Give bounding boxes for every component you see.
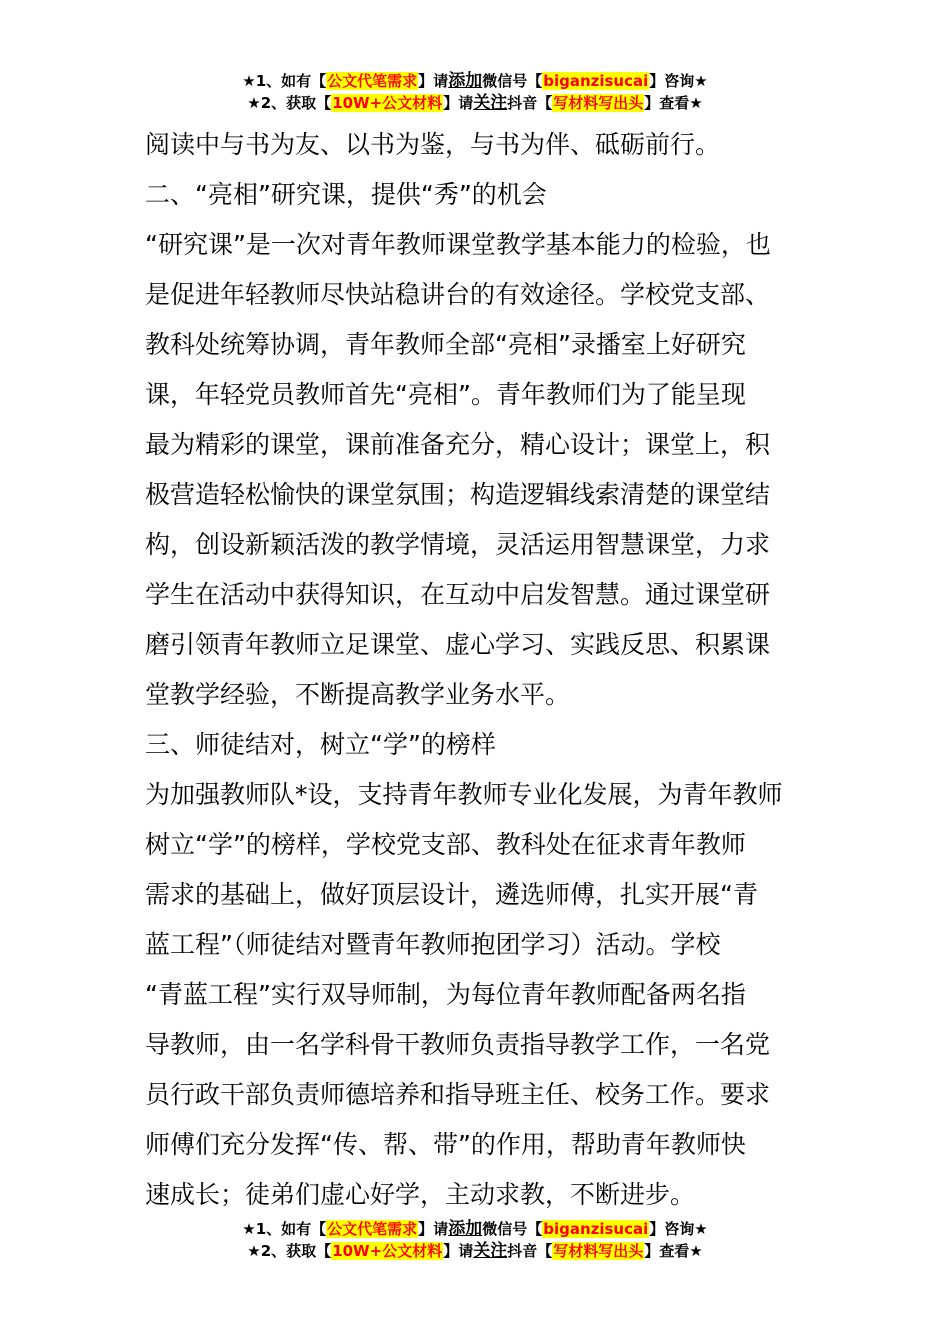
body-line: 构，创设新颖活泼的教学情境，灵活运用智慧课堂，力求	[145, 530, 771, 559]
banner-text: 微信号【	[482, 1220, 543, 1238]
body-line: 速成长；徒弟们虚心好学，主动求教，不断进步。	[145, 1180, 696, 1209]
banner-line-2	[0, 1240, 950, 1262]
banner-highlight: 写材料写出头	[553, 94, 644, 112]
banner-text: 】请	[418, 72, 449, 90]
banner-text: 】请	[418, 1220, 449, 1238]
body-line: 师傅们充分发挥“传、帮、带”的作用，帮助青年教师快	[145, 1130, 746, 1159]
document-body	[145, 120, 810, 1220]
body-line: 需求的基础上，做好顶层设计，遴选师傅，扎实开展“青	[145, 880, 758, 909]
banner-underlined: 添加	[448, 71, 483, 91]
body-line: 阅读中与书为友、以书为鉴，与书为伴、砥砺前行。	[145, 130, 721, 159]
body-line: 导教师，由一名学科骨干教师负责指导教学工作，一名党	[145, 1030, 771, 1059]
banner-underlined: 关注	[473, 93, 508, 113]
banner-text: 抖音【	[507, 1242, 553, 1260]
banner-highlight: 公文代笔需求	[327, 72, 418, 90]
body-line: 极营造轻松愉快的课堂氛围；构造逻辑线索清楚的课堂结	[145, 480, 771, 509]
banner-highlight: 写材料写出头	[553, 1242, 644, 1260]
body-line: 为加强教师队*设，支持青年教师专业化发展，为青年教师	[145, 780, 783, 809]
header-banner	[0, 70, 950, 114]
body-line: “研究课”是一次对青年教师课堂教学基本能力的检验，也	[145, 230, 771, 259]
banner-text: 】查看★	[644, 94, 703, 112]
banner-underlined: 添加	[448, 1219, 483, 1239]
banner-text: 】咨询★	[649, 72, 708, 90]
banner-highlight: 10W+公文材料	[332, 1242, 443, 1260]
body-line: “青蓝工程”实行双导师制，为每位青年教师配备两名指	[145, 980, 746, 1009]
banner-text: 】请	[443, 1242, 474, 1260]
banner-text: 抖音【	[507, 94, 553, 112]
body-line: 堂教学经验，不断提高教学业务水平。	[145, 680, 571, 709]
body-line: 学生在活动中获得知识，在互动中启发智慧。通过课堂研	[145, 580, 771, 609]
banner-text: ★1、如有【	[242, 1220, 327, 1238]
banner-line-1	[0, 1218, 950, 1240]
banner-line-1	[0, 70, 950, 92]
body-line: 是促进年轻教师尽快站稳讲台的有效途径。学校党支部、	[145, 280, 771, 309]
banner-highlight: biganzisucai	[543, 72, 649, 90]
banner-text: ★2、获取【	[247, 94, 332, 112]
section-heading: 二、“亮相”研究课，提供“秀”的机会	[145, 180, 547, 209]
body-line: 教科处统筹协调，青年教师全部“亮相”录播室上好研究	[145, 330, 746, 359]
body-line: 课，年轻党员教师首先“亮相”。青年教师们为了能呈现	[145, 380, 746, 409]
banner-highlight: biganzisucai	[543, 1220, 649, 1238]
section-heading: 三、师徒结对，树立“学”的榜样	[145, 730, 496, 759]
body-line: 最为精彩的课堂，课前准备充分，精心设计；课堂上，积	[145, 430, 771, 459]
banner-text: 】咨询★	[649, 1220, 708, 1238]
body-line: 员行政干部负责师德培养和指导班主任、校务工作。要求	[145, 1080, 771, 1109]
banner-highlight: 10W+公文材料	[332, 94, 443, 112]
banner-highlight: 公文代笔需求	[327, 1220, 418, 1238]
body-line: 磨引领青年教师立足课堂、虚心学习、实践反思、积累课	[145, 630, 771, 659]
banner-text: ★1、如有【	[242, 72, 327, 90]
footer-banner	[0, 1218, 950, 1262]
banner-text: ★2、获取【	[247, 1242, 332, 1260]
body-line: 蓝工程”（师徒结对暨青年教师抱团学习）活动。学校	[145, 930, 721, 959]
banner-text: 】查看★	[644, 1242, 703, 1260]
body-line: 树立“学”的榜样，学校党支部、教科处在征求青年教师	[145, 830, 746, 859]
banner-underlined: 关注	[473, 1241, 508, 1261]
banner-line-2	[0, 92, 950, 114]
banner-text: 微信号【	[482, 72, 543, 90]
banner-text: 】请	[443, 94, 474, 112]
